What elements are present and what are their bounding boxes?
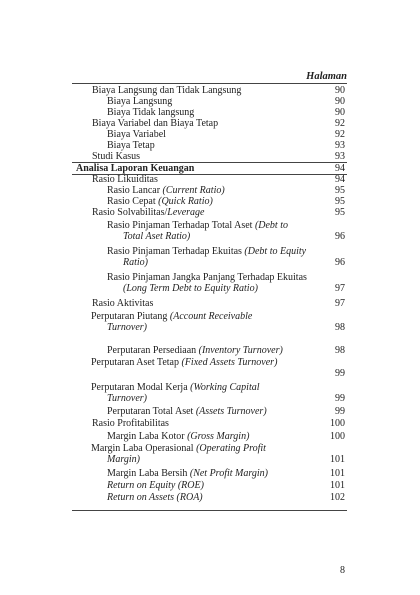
toc-entry-english: Return on Assets (ROA) — [107, 492, 203, 503]
toc-row[interactable] — [72, 118, 347, 129]
toc-entry-page: 95 — [335, 196, 345, 207]
toc-section-title: Analisa Laporan Keuangan — [76, 163, 195, 174]
toc-entry-title: Rasio Pinjaman Jangka Panjang Terhadap Ekuitas (Long Term Debt to Equity Ratio) — [107, 272, 307, 294]
bottom-rule — [72, 510, 347, 511]
toc-entry-title: Margin Laba Operasional (Operating Profit Margin) — [91, 443, 266, 465]
toc-entry-english: (Current Ratio) — [162, 185, 225, 196]
toc-entry-english: (Operating Profit Margin) — [107, 443, 266, 465]
toc-entry-title: Rasio Pinjaman Terhadap Ekuitas (Debt to Equity Ratio) — [107, 246, 307, 268]
toc-entry-page: 90 — [335, 85, 345, 96]
toc-row[interactable] — [72, 298, 347, 309]
toc-row[interactable] — [72, 311, 347, 333]
toc-entry-page: 101 — [330, 480, 345, 491]
toc-entry-english: (Debt to Equity Ratio) — [123, 246, 307, 268]
toc-entry-title: Biaya Variabel — [107, 129, 166, 140]
toc-row[interactable] — [72, 382, 347, 404]
toc-row[interactable] — [72, 468, 347, 479]
toc-entry-page: 98 — [335, 322, 345, 333]
toc-row[interactable] — [72, 480, 347, 491]
toc-entry-english: (Inventory Turnover) — [198, 345, 283, 356]
toc-entry-title: Biaya Langsung dan Tidak Langsung — [92, 85, 242, 96]
toc-entry-title: Studi Kasus — [92, 151, 141, 162]
page-number: 8 — [340, 565, 345, 576]
toc-entry-title: Rasio Profitabilitas — [92, 418, 169, 429]
toc-entry-title: Rasio Likuiditas — [92, 174, 158, 185]
toc-entry-page: 97 — [335, 298, 345, 309]
toc-entry-page: 96 — [335, 257, 345, 268]
toc-row[interactable] — [72, 431, 347, 442]
toc-entry-page: 97 — [335, 283, 345, 294]
toc-entry-title: Margin Laba Kotor (Gross Margin) — [107, 431, 250, 442]
toc-row[interactable] — [72, 492, 347, 503]
toc-row[interactable] — [72, 174, 347, 185]
toc-entry-title: Perputaran Piutang (Account Receivable Turnover) — [91, 311, 253, 333]
toc-entry-english: (Quick Ratio) — [158, 196, 213, 207]
toc-entry-page: 94 — [335, 174, 345, 185]
toc-entry-title: Biaya Tetap — [107, 140, 155, 151]
toc-entry-title: Margin Laba Bersih (Net Profit Margin) — [107, 468, 268, 479]
toc-entry-page: 98 — [335, 345, 345, 356]
toc-entry-english: (Long Term Debt to Equity Ratio) — [123, 283, 258, 294]
toc-entry-title: Rasio Lancar (Current Ratio) — [107, 185, 225, 196]
toc-row[interactable] — [72, 443, 347, 465]
toc-row[interactable] — [72, 151, 347, 162]
toc-entry-title: Rasio Pinjaman Terhadap Total Aset (Debt to Total Aset Ratio) — [107, 220, 288, 242]
toc-entry-title — [107, 492, 203, 503]
toc-entry-page: 101 — [330, 468, 345, 479]
toc-entry-page: 100 — [330, 418, 345, 429]
toc-row[interactable] — [72, 129, 347, 140]
toc-row[interactable] — [72, 107, 347, 118]
toc-entry-page: 99 — [335, 368, 345, 379]
toc-entry-page: 90 — [335, 107, 345, 118]
toc-entry-page: 96 — [335, 231, 345, 242]
toc-entry-page: 95 — [335, 185, 345, 196]
toc-row[interactable] — [72, 85, 347, 96]
toc-entry-page: 100 — [330, 431, 345, 442]
toc-entry-title: Perputaran Total Aset (Assets Turnover) — [107, 406, 267, 417]
top-rule — [72, 83, 347, 84]
toc-entry-english: (Debt to Total Aset Ratio) — [123, 220, 288, 242]
toc-entry-title: Biaya Tidak langsung — [107, 107, 195, 118]
toc-entry-title: Rasio Solvabilitas/Leverage — [92, 207, 205, 218]
toc-row[interactable] — [72, 272, 347, 294]
toc-entry-title: Biaya Variabel dan Biaya Tetap — [92, 118, 219, 129]
toc-entry-english: (Assets Turnover) — [195, 406, 267, 417]
toc-entry-page: 93 — [335, 151, 345, 162]
toc-row[interactable] — [72, 185, 347, 196]
toc-entry-english: (Account Receivable Turnover) — [107, 311, 253, 333]
toc-entry-english: Leverage — [167, 207, 205, 218]
toc-entry-page: 90 — [335, 96, 345, 107]
toc-entry-title: Rasio Aktivitas — [92, 298, 154, 309]
toc-row[interactable] — [72, 345, 347, 356]
toc-row[interactable] — [72, 406, 347, 417]
toc-entry-title: Perputaran Aset Tetap (Fixed Assets Turnover) — [91, 357, 278, 368]
toc-entry-english: Return on Equity (ROE) — [107, 480, 204, 491]
toc-entry-english: (Fixed Assets Turnover) — [181, 357, 278, 368]
toc-entry-page: 99 — [335, 406, 345, 417]
toc-entry-title: Perputaran Persediaan (Inventory Turnover) — [107, 345, 283, 356]
toc-entry-title: Biaya Langsung — [107, 96, 173, 107]
toc-header: Halaman — [306, 71, 347, 82]
toc-row[interactable] — [72, 196, 347, 207]
toc-entry-page: 94 — [335, 163, 345, 174]
toc-entry-page: 93 — [335, 140, 345, 151]
toc-row[interactable] — [72, 220, 347, 242]
toc-row[interactable] — [72, 418, 347, 429]
toc-row[interactable] — [72, 246, 347, 268]
toc-entry-page: 101 — [330, 454, 345, 465]
toc-row[interactable] — [72, 357, 347, 379]
toc-entry-page: 102 — [330, 492, 345, 503]
toc-entry-english: (Gross Margin) — [187, 431, 250, 442]
toc-row[interactable] — [72, 207, 347, 218]
toc-row[interactable] — [72, 140, 347, 151]
toc-row[interactable] — [72, 96, 347, 107]
toc-entry-title: Rasio Cepat (Quick Ratio) — [107, 196, 213, 207]
toc-entry-page: 92 — [335, 118, 345, 129]
toc-entry-english: (Net Profit Margin) — [189, 468, 268, 479]
toc-entry-page: 92 — [335, 129, 345, 140]
toc-entry-title — [107, 480, 204, 491]
toc-entry-english: (Working Capital Turnover) — [107, 382, 260, 404]
toc-entry-page: 95 — [335, 207, 345, 218]
toc-entry-page: 99 — [335, 393, 345, 404]
toc-entry-title: Perputaran Modal Kerja (Working Capital Turnover) — [91, 382, 260, 404]
